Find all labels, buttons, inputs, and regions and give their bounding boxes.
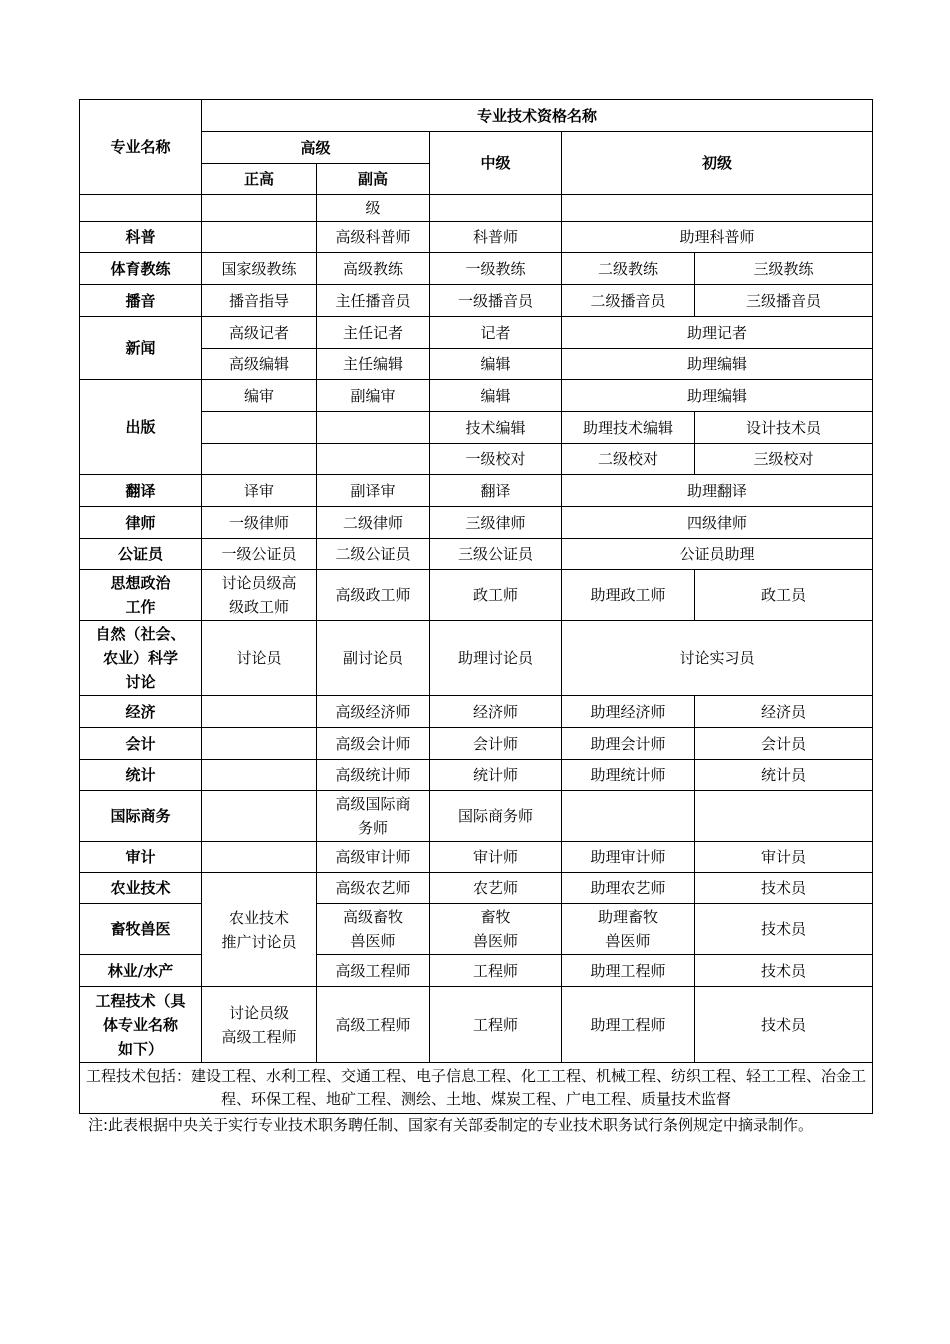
empty-cell <box>202 728 317 760</box>
junior-title: 公证员助理 <box>562 539 873 570</box>
major-name: 播音 <box>80 285 202 317</box>
junior-title: 讨论实习员 <box>562 621 873 696</box>
major-name: 律师 <box>80 507 202 539</box>
header-deputy-suffix: 级 <box>317 195 430 222</box>
major-name: 国际商务 <box>80 791 202 842</box>
senior-main-title: 讨论员 <box>202 621 317 696</box>
middle-title: 三级公证员 <box>430 539 562 570</box>
junior-title: 助理翻译 <box>562 475 873 507</box>
junior-title-1: 助理农艺师 <box>562 873 695 904</box>
junior-title-2: 技术员 <box>695 873 873 904</box>
empty-cell <box>202 842 317 873</box>
senior-deputy-title: 高级畜牧 兽医师 <box>317 904 430 955</box>
junior-title-1: 助理工程师 <box>562 987 695 1063</box>
senior-deputy-title: 高级农艺师 <box>317 873 430 904</box>
junior-title-1: 助理工程师 <box>562 955 695 987</box>
major-name: 新闻 <box>80 317 202 380</box>
middle-title: 国际商务师 <box>430 791 562 842</box>
middle-title: 会计师 <box>430 728 562 760</box>
empty-cell <box>202 696 317 728</box>
empty-cell <box>202 760 317 791</box>
senior-deputy-title: 主任编辑 <box>317 349 430 380</box>
qualification-table <box>79 99 873 1114</box>
table-row <box>80 380 873 412</box>
middle-title: 编辑 <box>430 380 562 412</box>
senior-main-title: 译审 <box>202 475 317 507</box>
middle-title: 统计师 <box>430 760 562 791</box>
empty-cell <box>562 195 873 222</box>
middle-title: 一级校对 <box>430 444 562 475</box>
header-title: 专业技术资格名称 <box>202 100 873 132</box>
middle-title: 工程师 <box>430 987 562 1063</box>
junior-title-2: 审计员 <box>695 842 873 873</box>
major-name: 审计 <box>80 842 202 873</box>
table-row <box>80 955 873 987</box>
junior-title-2: 会计员 <box>695 728 873 760</box>
junior-title-2: 技术员 <box>695 955 873 987</box>
empty-cell <box>695 791 873 842</box>
empty-cell <box>80 195 202 222</box>
middle-title: 工程师 <box>430 955 562 987</box>
table-row <box>80 696 873 728</box>
empty-cell <box>202 791 317 842</box>
junior-title-2: 三级教练 <box>695 253 873 285</box>
header-senior: 高级 <box>202 132 430 164</box>
empty-cell <box>317 444 430 475</box>
junior-title: 助理编辑 <box>562 349 873 380</box>
major-name: 会计 <box>80 728 202 760</box>
table-row <box>80 475 873 507</box>
junior-title-1: 助理政工师 <box>562 570 695 621</box>
middle-title: 畜牧 兽医师 <box>430 904 562 955</box>
major-name: 工程技术（具 体专业名称 如下） <box>80 987 202 1063</box>
source-note: 注:此表根据中央关于实行专业技术职务聘任制、国家有关部委制定的专业技术职务试行条例规定中摘录制作。 <box>88 1116 814 1134</box>
junior-title: 助理编辑 <box>562 380 873 412</box>
table-row <box>80 987 873 1063</box>
middle-title: 农艺师 <box>430 873 562 904</box>
junior-title-1: 助理经济师 <box>562 696 695 728</box>
table-row <box>80 842 873 873</box>
table-row <box>80 253 873 285</box>
senior-deputy-title: 高级经济师 <box>317 696 430 728</box>
senior-main-title: 讨论员级高 级政工师 <box>202 570 317 621</box>
junior-title-2: 设计技术员 <box>695 412 873 444</box>
senior-deputy-title: 高级审计师 <box>317 842 430 873</box>
senior-deputy-title: 高级统计师 <box>317 760 430 791</box>
major-name: 林业/水产 <box>80 955 202 987</box>
middle-title: 助理讨论员 <box>430 621 562 696</box>
empty-cell <box>430 195 562 222</box>
senior-deputy-title: 主任播音员 <box>317 285 430 317</box>
empty-cell <box>562 791 695 842</box>
major-name: 畜牧兽医 <box>80 904 202 955</box>
senior-deputy-title: 主任记者 <box>317 317 430 349</box>
senior-main-title: 国家级教练 <box>202 253 317 285</box>
senior-deputy-title: 高级教练 <box>317 253 430 285</box>
header-middle: 中级 <box>430 132 562 195</box>
senior-deputy-title: 高级科普师 <box>317 222 430 253</box>
major-name: 自然（社会、 农业）科学 讨论 <box>80 621 202 696</box>
empty-cell <box>317 412 430 444</box>
senior-deputy-title: 高级工程师 <box>317 987 430 1063</box>
senior-deputy-title: 二级律师 <box>317 507 430 539</box>
middle-title: 三级律师 <box>430 507 562 539</box>
senior-deputy-title: 高级工程师 <box>317 955 430 987</box>
middle-title: 编辑 <box>430 349 562 380</box>
empty-cell <box>202 444 317 475</box>
table-row <box>80 317 873 349</box>
major-name: 统计 <box>80 760 202 791</box>
table-row <box>80 728 873 760</box>
major-name: 思想政治 工作 <box>80 570 202 621</box>
header-major-name: 专业名称 <box>80 100 202 195</box>
junior-title-1: 二级播音员 <box>562 285 695 317</box>
junior-title-1: 助理统计师 <box>562 760 695 791</box>
middle-title: 审计师 <box>430 842 562 873</box>
table-row <box>80 539 873 570</box>
header-senior-main: 正高 <box>202 164 317 195</box>
table-row <box>80 222 873 253</box>
junior-title-1: 二级校对 <box>562 444 695 475</box>
senior-deputy-title: 副译审 <box>317 475 430 507</box>
table-row <box>80 570 873 621</box>
junior-title-2: 技术员 <box>695 904 873 955</box>
junior-title-1: 助理会计师 <box>562 728 695 760</box>
senior-deputy-title: 高级会计师 <box>317 728 430 760</box>
major-name: 公证员 <box>80 539 202 570</box>
empty-cell <box>202 412 317 444</box>
senior-deputy-title: 高级政工师 <box>317 570 430 621</box>
senior-deputy-title: 二级公证员 <box>317 539 430 570</box>
middle-title: 翻译 <box>430 475 562 507</box>
middle-title: 政工师 <box>430 570 562 621</box>
middle-title: 一级教练 <box>430 253 562 285</box>
engineering-footnote: 工程技术包括：建设工程、水利工程、交通工程、电子信息工程、化工工程、机械工程、纺织工程、轻工工程、冶金工程、环保工程、地矿工程、测绘、土地、煤炭工程、广电工程、质量技术监督 <box>80 1063 873 1114</box>
senior-main-title: 一级公证员 <box>202 539 317 570</box>
middle-title: 记者 <box>430 317 562 349</box>
junior-title-1: 二级教练 <box>562 253 695 285</box>
senior-deputy-title: 高级国际商 务师 <box>317 791 430 842</box>
table-row <box>80 507 873 539</box>
senior-deputy-title: 副讨论员 <box>317 621 430 696</box>
junior-title-1: 助理畜牧 兽医师 <box>562 904 695 955</box>
junior-title-2: 三级校对 <box>695 444 873 475</box>
major-name: 体育教练 <box>80 253 202 285</box>
middle-title: 技术编辑 <box>430 412 562 444</box>
junior-title: 四级律师 <box>562 507 873 539</box>
junior-title-2: 技术员 <box>695 987 873 1063</box>
senior-main-title: 编审 <box>202 380 317 412</box>
table-row <box>80 873 873 904</box>
table-row <box>80 760 873 791</box>
table-row <box>80 285 873 317</box>
junior-title-1: 助理技术编辑 <box>562 412 695 444</box>
middle-title: 科普师 <box>430 222 562 253</box>
header-senior-deputy: 副高 <box>317 164 430 195</box>
table-row <box>80 621 873 696</box>
junior-title: 助理记者 <box>562 317 873 349</box>
major-name: 出版 <box>80 380 202 475</box>
junior-title-2: 经济员 <box>695 696 873 728</box>
middle-title: 一级播音员 <box>430 285 562 317</box>
junior-title-2: 统计员 <box>695 760 873 791</box>
senior-main-title: 农业技术 推广讨论员 <box>202 873 317 987</box>
header-junior: 初级 <box>562 132 873 195</box>
junior-title-2: 三级播音员 <box>695 285 873 317</box>
senior-main-title: 高级记者 <box>202 317 317 349</box>
senior-main-title: 一级律师 <box>202 507 317 539</box>
senior-main-title: 高级编辑 <box>202 349 317 380</box>
table-row <box>80 904 873 955</box>
major-name: 翻译 <box>80 475 202 507</box>
empty-cell <box>202 222 317 253</box>
junior-title: 助理科普师 <box>562 222 873 253</box>
major-name: 科普 <box>80 222 202 253</box>
table-row <box>80 791 873 842</box>
senior-main-title: 播音指导 <box>202 285 317 317</box>
senior-main-title: 讨论员级 高级工程师 <box>202 987 317 1063</box>
major-name: 经济 <box>80 696 202 728</box>
junior-title-1: 助理审计师 <box>562 842 695 873</box>
empty-cell <box>202 195 317 222</box>
major-name: 农业技术 <box>80 873 202 904</box>
junior-title-2: 政工员 <box>695 570 873 621</box>
senior-deputy-title: 副编审 <box>317 380 430 412</box>
middle-title: 经济师 <box>430 696 562 728</box>
